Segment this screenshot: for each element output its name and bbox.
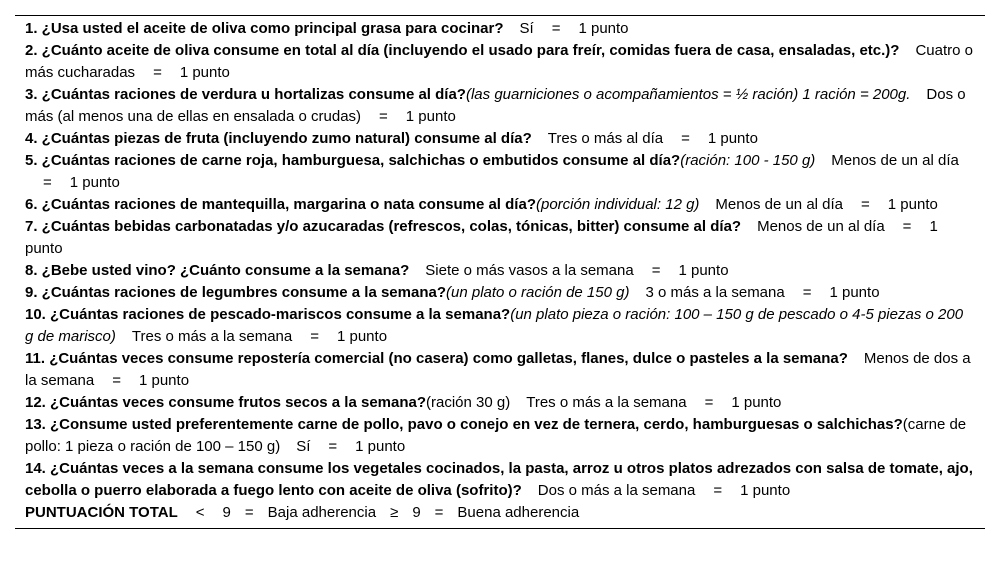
question-text: 13. ¿Consume usted preferentemente carne de pollo, pavo o conejo en vez de ternera, cerdo, hamburguesas o salchichas?	[25, 416, 903, 433]
equals-sign: =	[244, 504, 254, 521]
question-row-11	[15, 348, 985, 392]
equals-sign: =	[713, 482, 723, 499]
answer-text: Sí	[519, 20, 534, 37]
equals-sign: =	[902, 218, 912, 235]
answer-text: Dos o más (al menos una de ellas en ensalada o crudas)	[25, 86, 966, 125]
question-row-1	[15, 18, 985, 40]
equals-sign: =	[434, 504, 444, 521]
question-note: (carne de pollo: 1 pieza o ración de 100 – 150 g)	[25, 416, 967, 455]
equals-sign: =	[153, 64, 162, 81]
low-adherence-label: Baja adherencia	[267, 504, 377, 521]
total-label: PUNTUACIÓN TOTAL	[25, 504, 178, 521]
question-text: 8. ¿Bebe usted vino? ¿Cuánto consume a la semana?	[25, 262, 410, 279]
high-adherence-label: Buena adherencia	[457, 504, 580, 521]
question-note: (las guarniciones o acompañamientos = ½ ración) 1 ración = 200g.	[465, 86, 911, 103]
points-text: 1 punto	[138, 372, 190, 389]
less-than-sign: <	[195, 504, 205, 521]
points-text: 1 punto	[179, 64, 230, 81]
question-text: 11. ¿Cuántas veces consume repostería comercial (no casera) como galletas, flanes, dulce o pasteles a la semana?	[25, 350, 848, 367]
question-row-6	[15, 194, 985, 216]
question-row-3	[15, 84, 985, 128]
question-text: 4. ¿Cuántas piezas de fruta (incluyendo zumo natural) consume al día?	[25, 130, 532, 147]
questionnaire-table	[15, 15, 985, 529]
points-text: 1 punto	[578, 20, 629, 37]
question-note: (ración 30 g)	[426, 394, 511, 411]
equals-sign: =	[861, 196, 870, 213]
answer-text: Tres o más a la semana	[131, 328, 293, 345]
question-row-12	[15, 392, 985, 414]
points-text: 1 punto	[731, 394, 782, 411]
answer-text: Menos de dos a la semana	[25, 350, 971, 389]
equals-sign: =	[310, 328, 319, 345]
answer-text: Menos de un al día	[715, 196, 844, 213]
question-text: 1. ¿Usa usted el aceite de oliva como principal grasa para cocinar?	[25, 20, 504, 37]
question-text: 7. ¿Cuántas bebidas carbonatadas y/o azucaradas (refrescos, colas, tónicas, bitter) consume al día?	[25, 218, 742, 235]
equals-sign: =	[802, 284, 812, 301]
question-row-4	[15, 128, 985, 150]
equals-sign: =	[704, 394, 714, 411]
greater-equal-sign: ≥	[390, 504, 399, 521]
question-note: (ración: 100 - 150 g)	[680, 152, 816, 169]
question-row-2	[15, 40, 985, 84]
answer-text: Cuatro o más cucharadas	[25, 42, 973, 81]
answer-text: Menos de un al día	[831, 152, 959, 169]
question-row-14	[15, 458, 985, 502]
answer-text: Tres o más a la semana	[526, 394, 687, 411]
points-text: 1 punto	[25, 218, 938, 257]
question-text: 2. ¿Cuánto aceite de oliva consume en total al día (incluyendo el usado para freír, comidas fuera de casa, ensaladas, etc.)?	[25, 42, 900, 59]
equals-sign: =	[651, 262, 661, 279]
answer-text: Tres o más al día	[547, 130, 664, 147]
equals-sign: =	[551, 20, 561, 37]
question-text: 10. ¿Cuántas raciones de pescado-mariscos consume a la semana?	[25, 306, 511, 323]
question-row-8	[15, 260, 985, 282]
equals-sign: =	[112, 372, 121, 389]
points-text: 1 punto	[829, 284, 880, 301]
answer-text: 3 o más a la semana	[645, 284, 785, 301]
question-text: 5. ¿Cuántas raciones de carne roja, hamburguesa, salchichas o embutidos consume al día?	[25, 152, 681, 169]
points-text: 1 punto	[887, 196, 938, 213]
question-text: 6. ¿Cuántas raciones de mantequilla, margarina o nata consume al día?	[25, 196, 536, 213]
question-note: (un plato o ración de 150 g)	[446, 284, 630, 301]
equals-sign: =	[43, 174, 52, 191]
points-text: 1 punto	[740, 482, 791, 499]
answer-text: Sí	[296, 438, 311, 455]
points-text: 1 punto	[336, 328, 388, 345]
equals-sign: =	[379, 108, 388, 125]
equals-sign: =	[328, 438, 338, 455]
question-note: (porción individual: 12 g)	[535, 196, 700, 213]
question-row-13	[15, 414, 985, 458]
points-text: 1 punto	[678, 262, 729, 279]
question-text: 9. ¿Cuántas raciones de legumbres consume a la semana?	[25, 284, 446, 301]
question-row-5	[15, 150, 985, 194]
answer-text: Siete o más vasos a la semana	[425, 262, 634, 279]
question-row-10	[15, 304, 985, 348]
total-score-row	[15, 502, 985, 524]
question-text: 3. ¿Cuántas raciones de verdura u hortalizas consume al día?	[25, 86, 466, 103]
threshold-high: 9	[412, 504, 421, 521]
question-note: (un plato pieza o ración: 100 – 150 g de pescado o 4-5 piezas o 200 g de marisco)	[25, 306, 964, 345]
points-text: 1 punto	[707, 130, 758, 147]
points-text: 1 punto	[405, 108, 456, 125]
equals-sign: =	[681, 130, 690, 147]
question-row-7	[15, 216, 985, 260]
threshold-low: 9	[222, 504, 231, 521]
question-row-9	[15, 282, 985, 304]
answer-text: Dos o más a la semana	[537, 482, 696, 499]
question-text: 14. ¿Cuántas veces a la semana consume los vegetales cocinados, la pasta, arroz u otros platos adrezados con salsa de tomate, ajo, cebolla o puerro elaborada a fuego lento con aceite de oliva (sofrito)?	[25, 460, 973, 499]
answer-text: Menos de un al día	[757, 218, 885, 235]
points-text: 1 punto	[355, 438, 406, 455]
points-text: 1 punto	[69, 174, 120, 191]
question-text: 12. ¿Cuántas veces consume frutos secos a la semana?	[25, 394, 427, 411]
